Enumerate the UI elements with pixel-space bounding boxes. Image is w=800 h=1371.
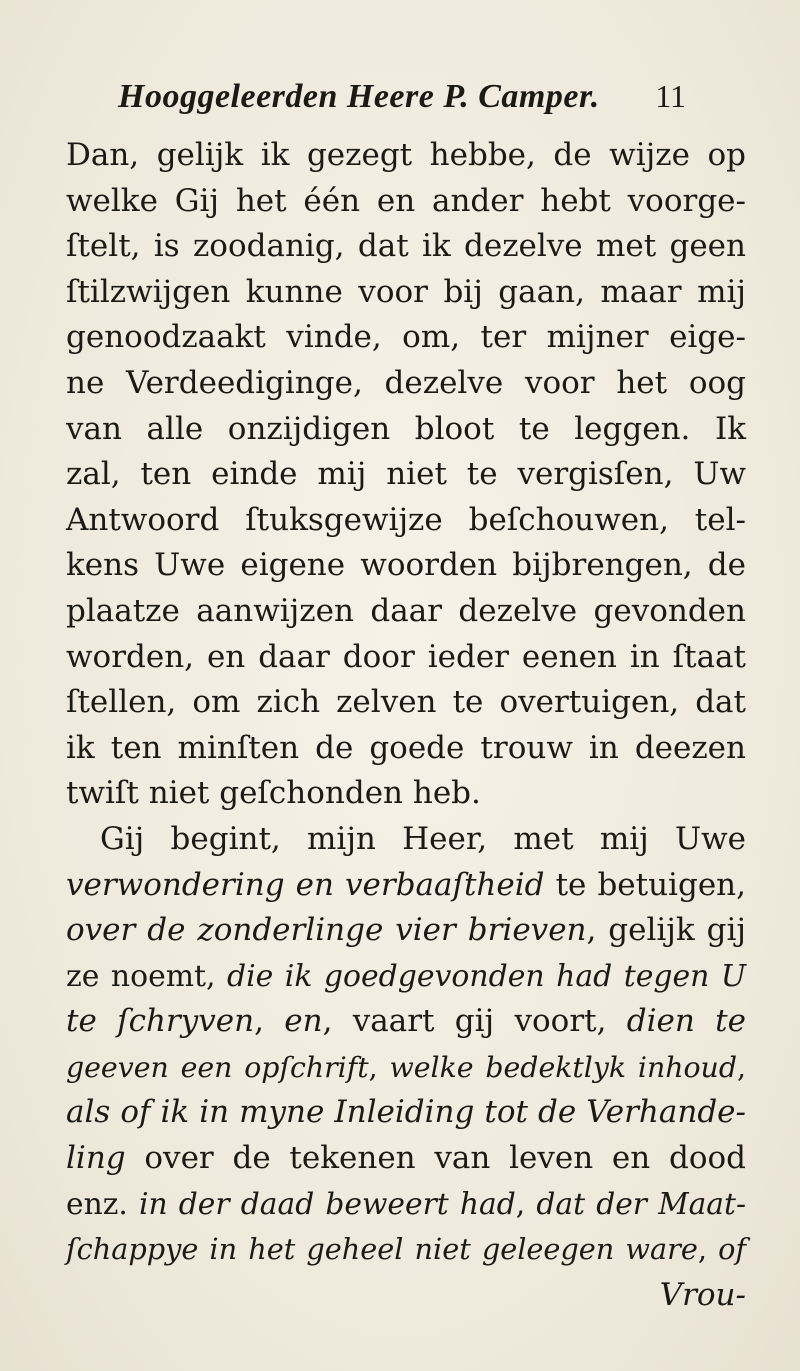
text-run: kens Uwe eigene woorden bijbrengen, de — [66, 547, 746, 584]
text-line — [66, 133, 746, 179]
italic-quote: als of ik in myne Inleiding tot de Verhande- — [66, 1094, 746, 1131]
text-line — [66, 543, 746, 589]
text-run: van alle onzijdigen bloot te leggen. Ik — [66, 410, 746, 447]
text-line — [66, 270, 746, 316]
italic-quote: dat der Maat- — [536, 1186, 746, 1222]
text-run: , gelijk gij — [586, 912, 746, 949]
text-run: , — [736, 1050, 746, 1084]
text-line — [66, 954, 746, 1000]
text-line — [66, 1136, 746, 1182]
text-line — [66, 817, 746, 863]
text-run: , — [697, 1232, 719, 1267]
running-title: Hooggeleerden Heere P. Camper. — [118, 78, 600, 115]
page-header — [118, 78, 686, 118]
text-line — [66, 1045, 746, 1091]
text-run: plaatze aanwijzen daar dezelve gevonden — [66, 592, 746, 629]
text-run: ze noemt, — [66, 958, 227, 994]
text-line — [66, 680, 746, 726]
text-line — [66, 1273, 746, 1319]
italic-quote: of — [718, 1232, 746, 1267]
italic-quote: die ik goedgevonden had tegen U — [227, 958, 746, 994]
text-line — [66, 407, 746, 453]
text-line — [66, 999, 746, 1045]
text-run: Gij begint, mijn Heer, met mij Uwe — [100, 820, 746, 857]
text-run: , — [515, 1186, 537, 1222]
text-run: genoodzaakt vinde, om, ter mijner eige- — [66, 319, 746, 356]
italic-quote: dien te — [626, 1003, 746, 1040]
text-run: , — [254, 1003, 285, 1040]
italic-quote: en — [284, 1003, 323, 1040]
text-run: ne Verdeediginge, dezelve voor het oog — [66, 364, 746, 401]
text-line — [66, 1182, 746, 1228]
text-line — [66, 908, 746, 954]
italic-quote: in der daad beweert had — [138, 1186, 516, 1222]
text-line — [66, 589, 746, 635]
text-run: zal, ten einde mij niet te vergisſen, Uw — [66, 456, 746, 493]
text-run: twiſt niet geſchonden heb. — [66, 775, 481, 812]
text-run: welke Gij het één en ander hebt voorge- — [66, 182, 746, 219]
text-run: te betuigen, — [544, 866, 746, 903]
italic-quote: te ſchryven — [66, 1003, 255, 1040]
text-line — [66, 1227, 746, 1273]
text-line — [66, 498, 746, 544]
text-run: ik ten minſten de goede trouw in deezen — [66, 729, 746, 766]
text-run: Dan, gelijk ik gezegt hebbe, de wijze op — [66, 137, 746, 173]
text-run: ſtelt, is zoodanig, dat ik dezelve met geen — [66, 228, 746, 265]
italic-quote: geeven een opſchrift — [66, 1050, 369, 1084]
italic-quote: verwondering en verbaaſtheid — [66, 866, 545, 903]
italic-quote: Vrou- — [659, 1276, 746, 1313]
text-run: worden, en daar door ieder eenen in ſtaat — [66, 638, 746, 675]
text-line — [66, 452, 746, 498]
body-text — [66, 133, 746, 1318]
italic-quote: over de zonderlinge vier brieven — [66, 912, 587, 949]
text-line — [66, 635, 746, 681]
text-line — [66, 179, 746, 225]
italic-quote: ſchappye in het geheel niet geleegen ware — [66, 1232, 698, 1267]
text-run: ſtilzwijgen kunne voor bij gaan, maar mij — [66, 273, 746, 310]
text-line — [66, 361, 746, 407]
text-run: over de tekenen van leven en dood — [125, 1140, 746, 1177]
italic-quote: ling — [66, 1140, 126, 1177]
text-line — [66, 771, 746, 817]
text-run: enz. — [66, 1186, 139, 1222]
text-run: , vaart gij voort, — [322, 1003, 627, 1040]
text-run: , — [368, 1050, 390, 1084]
text-run: Antwoord ſtuksgewijze beſchouwen, tel- — [66, 501, 746, 538]
text-line — [66, 726, 746, 772]
italic-quote: welke bedektlyk inhoud — [389, 1050, 737, 1084]
page-number: 11 — [655, 78, 686, 114]
text-line — [66, 315, 746, 361]
text-line — [66, 224, 746, 270]
text-run: ſtellen, om zich zelven te overtuigen, dat — [66, 684, 746, 721]
text-line — [66, 1090, 746, 1136]
text-line — [66, 863, 746, 909]
